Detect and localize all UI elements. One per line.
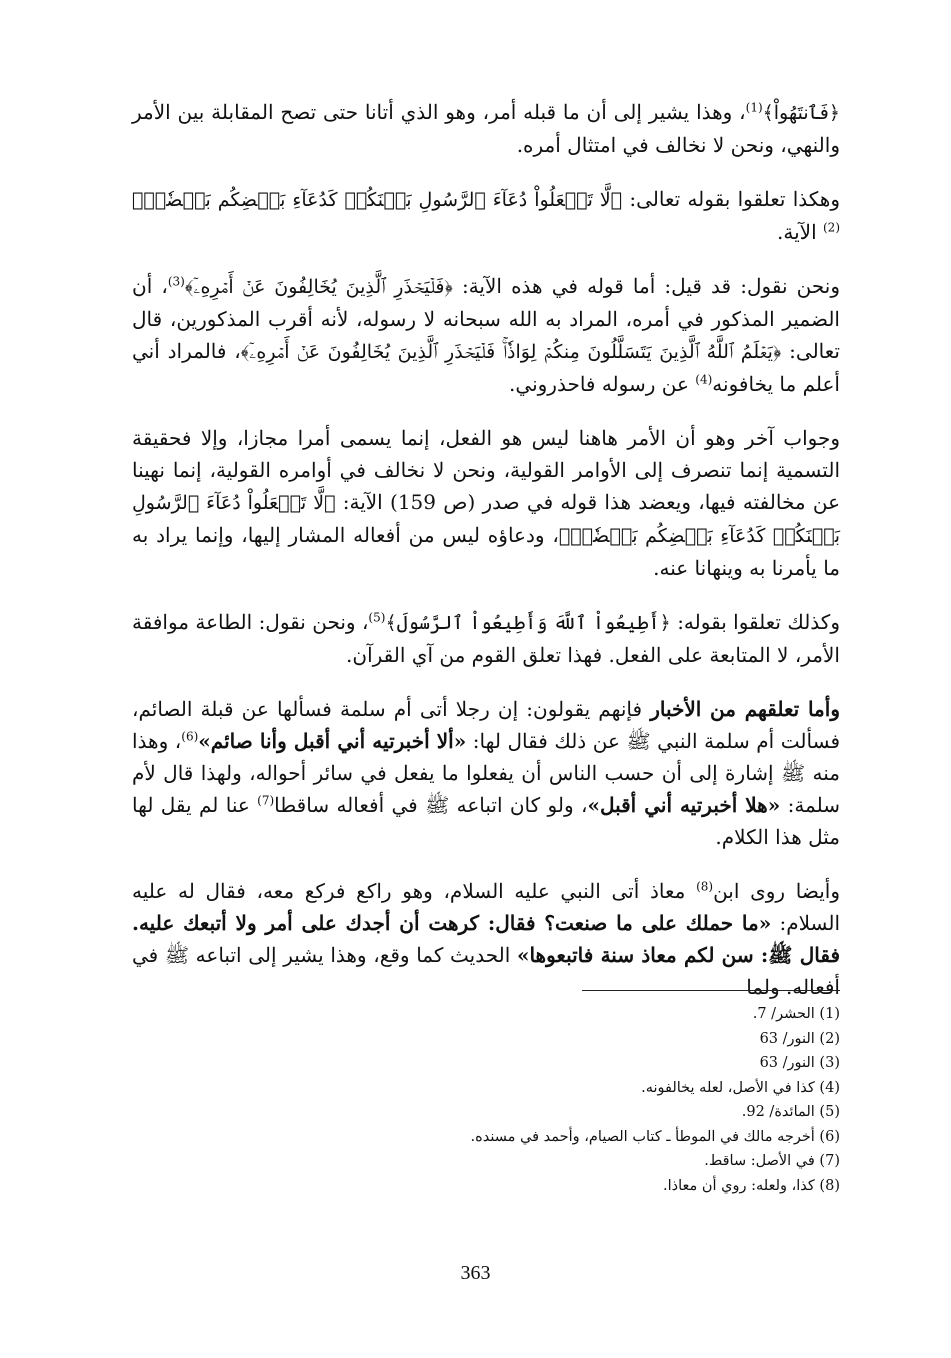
paragraph-text: ، وهذا منه ﷺ إشارة إلى أن حسب الناس أن يفعلوا ما يفعل في سائر أحواله، ولهذا قال لأم سلمة:	[132, 729, 840, 817]
quran-quote: ﴿لَّا تَجۡعَلُواْ دُعَآءَ ٱلرَّسُولِ بَيۡنَكُمۡ كَدُعَآءِ بَعۡضِكُم بَعۡضٗاۚ﴾	[132, 189, 623, 211]
footnotes	[430, 1002, 840, 1198]
footnote: (4) كذا في الأصل، لعله يخالفونه.	[641, 1079, 840, 1096]
quran-quote: ﴿فَٱنتَهُواْ﴾	[762, 102, 840, 124]
paragraph-text: ، أن الضمير المذكور في أمره، المراد به الله سبحانه لا رسوله، لأنه أقرب المذكورين، قال تعالى:	[132, 274, 840, 363]
page-number: 363	[460, 1262, 491, 1284]
paragraph-text: عن رسوله فاحذروني.	[509, 372, 696, 396]
footnote: (5) المائدة/ 92.	[741, 1104, 840, 1120]
hadith-quote: «ما حملك على ما صنعت؟ فقال: كرهت أن أجدك على أمر ولا أتبعك عليه. فقال ﷺ: سن لكم معاذ سنة فاتبعوها»	[132, 911, 840, 967]
quran-quote: ﴿يَعۡلَمُ ٱللَّهُ ٱلَّذِينَ يَتَسَلَّلُونَ مِنكُمۡ لِوَاذٗاۚ فَلۡيَحۡذَرِ ٱلَّذِينَ يُخَالِفُونَ عَنۡ أَمۡرِهِۦٓ﴾	[240, 341, 782, 363]
footnote-ref: (1)	[745, 100, 763, 115]
paragraph-text: ، فالمراد أني أعلم ما يخافونه	[132, 339, 840, 396]
paragraph-text: ، ولو كان اتباعه ﷺ في أفعاله ساقطا	[274, 793, 588, 817]
hadith-quote: «هلا أخبرتيه أني أقبل»	[587, 793, 781, 817]
paragraph-text: ، ودعاؤه ليس من أفعاله المشار إليها، وإنما يراد به ما يأمرنا به وينهانا عنه.	[132, 523, 840, 580]
footnote-ref: (8)	[696, 879, 714, 894]
paragraph-text: وهكذا تعلقوا بقوله تعالى:	[622, 187, 841, 211]
paragraph-text: وكذلك تعلقوا بقوله:	[670, 610, 840, 634]
paragraph-text: وأيضا روى ابن	[713, 879, 840, 903]
paragraph-text: ، وهذا يشير إلى أن ما قبله أمر، وهو الذي أتانا حتى تصح المقابلة بين الأمر والنهي، ونحن لا نخالف في امتثال أمره.	[132, 100, 840, 157]
footnote-ref: (5)	[368, 610, 386, 625]
footnote-ref: (3)	[167, 274, 185, 289]
footnote: (3) النور/ 63	[759, 1055, 840, 1071]
paragraph-text: الآية.	[777, 220, 823, 244]
footnote-ref: (6)	[181, 729, 199, 744]
paragraph-text: وجواب آخر وهو أن الأمر هاهنا ليس هو الفعل، إنما يسمى أمرا مجازا، وإلا فحقيقة التسمية إنما تنصرف إلى الأوامر القولية، ونحن لا نخالف في أوامره القولية، إنما نهينا عن مخالفته فيها، ويعضد هذا قوله في صدر (ص 159) الآية:	[132, 426, 840, 514]
footnote-ref: (7)	[257, 793, 275, 808]
footnote: (8) كذا، ولعله: روي أن معاذا.	[662, 1177, 840, 1194]
paragraph-text: الحديث كما وقع، وهذا يشير إلى اتباعه ﷺ في أفعاله. ولما	[132, 943, 840, 999]
quran-quote: ﴿لَّا تَجۡعَلُواْ دُعَآءَ ٱلرَّسُولِ بَيۡنَكُمۡ كَدُعَآءِ بَعۡضِكُم بَعۡضٗاۚ﴾	[132, 492, 840, 547]
footnote-ref: (4)	[695, 372, 713, 387]
paragraph-text: فإنهم يقولون: إن رجلا أتى أم سلمة فسألها عن قبلة الصائم، فسألت أم سلمة النبي ﷺ عن ذلك فقال لها:	[132, 697, 841, 753]
paragraph-3	[132, 270, 840, 400]
footnote: (2) النور/ 63	[759, 1030, 840, 1047]
footnote: (7) في الأصل: ساقط.	[704, 1153, 840, 1169]
footnote-divider	[582, 990, 840, 991]
paragraph-6	[132, 693, 840, 853]
paragraph-text: ، ونحن نقول: الطاعة موافقة الأمر، لا المتابعة على الفعل. فهذا تعلق القوم من آي القرآن.	[132, 610, 840, 667]
main-text	[132, 96, 840, 1023]
footnote: (6) أخرجه مالك في الموطأ ـ كتاب الصيام، وأحمد في مسنده.	[470, 1128, 840, 1145]
quran-quote: ﴿فَلۡيَحۡذَرِ ٱلَّذِينَ يُخَالِفُونَ عَنۡ أَمۡرِهِۦٓ﴾	[184, 276, 453, 298]
quran-quote: ﴿أَطِيعُواْ ٱللَّهَ وَأَطِيعُواْ ٱلرَّسُولَ﴾	[385, 612, 671, 634]
paragraph-text: عنا لم يقل لها مثل هذا الكلام.	[132, 793, 840, 849]
paragraph-text: ونحن نقول: قد قيل: أما قوله في هذه الآية:	[452, 274, 841, 298]
paragraph-1	[132, 96, 840, 161]
paragraph-7	[132, 875, 840, 1003]
paragraph-text: معاذ أتى النبي عليه السلام، وهو راكع فركع معه، فقال له عليه السلام:	[132, 879, 840, 935]
paragraph-4	[132, 422, 840, 584]
footnote: (1) الحشر/ 7.	[752, 1006, 840, 1022]
paragraph-5	[132, 606, 840, 671]
hadith-quote: «ألا أخبرتيه أني أقبل وأنا صائم»	[198, 729, 467, 753]
paragraph-2	[132, 183, 840, 248]
footnote-ref: (2)	[822, 220, 840, 235]
bold-heading: وأما تعلقهم من الأخبار	[650, 697, 840, 721]
